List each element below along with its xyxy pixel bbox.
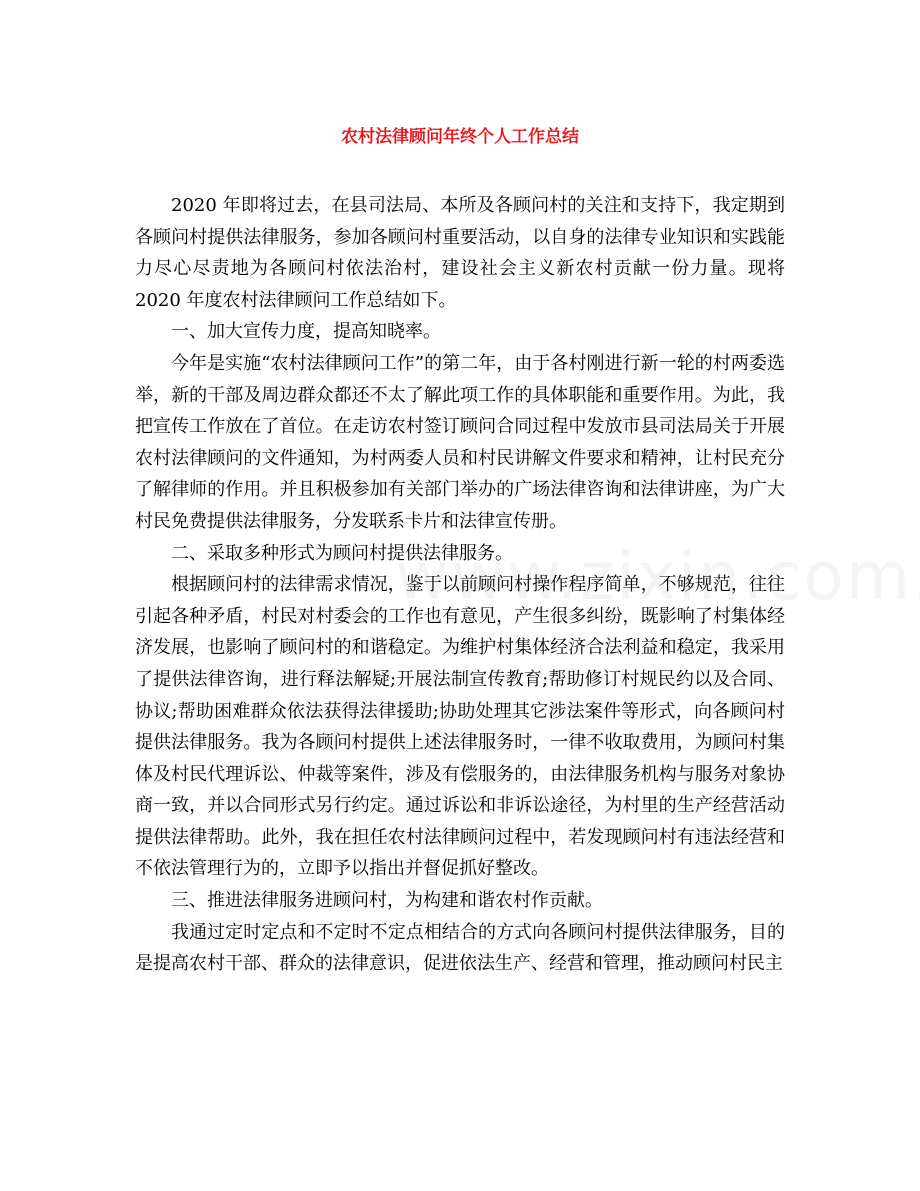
section-heading-3: 三、推进法律服务进顾问村，为构建和谐农村作贡献。 — [171, 890, 603, 912]
section-heading-1: 一、加大宣传力度，提高知晓率。 — [171, 321, 441, 343]
document-body — [135, 190, 785, 980]
paragraph-section-3: 我通过定时定点和不定时不定点相结合的方式向各顾问村提供法律服务，目的是提高农村干部、群众的法律意识，促进依法生产、经营和管理，推动顾问村民主 — [135, 921, 785, 975]
paragraph-section-1: 今年是实施“农村法律顾问工作”的第二年，由于各村刚进行新一轮的村两委选举，新的干部及周边群众都还不太了解此项工作的具体职能和重要作用。为此，我把宣传工作放在了首位。在走访农村签订顾问合同过程中发放市县司法局关于开展农村法律顾问的文件通知，为村两委人员和村民讲解文件要求和精神，让村民充分了解律师的作用。并且积极参加有关部门举办的广场法律咨询和法律讲座，为广大村民免费提供法律服务，分发联系卡片和法律宣传册。 — [135, 352, 785, 532]
section-heading-2: 二、采取多种形式为顾问村提供法律服务。 — [171, 542, 513, 564]
paragraph-intro: 2020 年即将过去，在县司法局、本所及各顾问村的关注和支持下，我定期到各顾问村提供法律服务，参加各顾问村重要活动，以自身的法律专业知识和实践能力尽心尽责地为各顾问村依法治村，建设社会主义新农村贡献一份力量。现将 2020 年度农村法律顾问工作总结如下。 — [135, 195, 785, 311]
document-title: 农村法律顾问年终个人工作总结 — [341, 127, 579, 147]
paragraph-section-2: 根据顾问村的法律需求情况，鉴于以前顾问村操作程序简单，不够规范，往往引起各种矛盾，村民对村委会的工作也有意见，产生很多纠纷，既影响了村集体经济发展，也影响了顾问村的和谐稳定。为维护村集体经济合法利益和稳定，我采用了提供法律咨询，进行释法解疑;开展法制宣传教育;帮助修订村规民约以及合同、协议;帮助困难群众依法获得法律援助;协助处理其它涉法案件等形式，向各顾问村提供法律服务。我为各顾问村提供上述法律服务时，一律不收取费用，为顾问村集体及村民代理诉讼、仲裁等案件，涉及有偿服务的，由法律服务机构与服务对象协商一致，并以合同形式另行约定。通过诉讼和非诉讼途径，为村里的生产经营活动提供法律帮助。此外，我在担任农村法律顾问过程中，若发现顾问村有违法经营和不依法管理行为的，立即予以指出并督促抓好整改。 — [135, 574, 785, 880]
